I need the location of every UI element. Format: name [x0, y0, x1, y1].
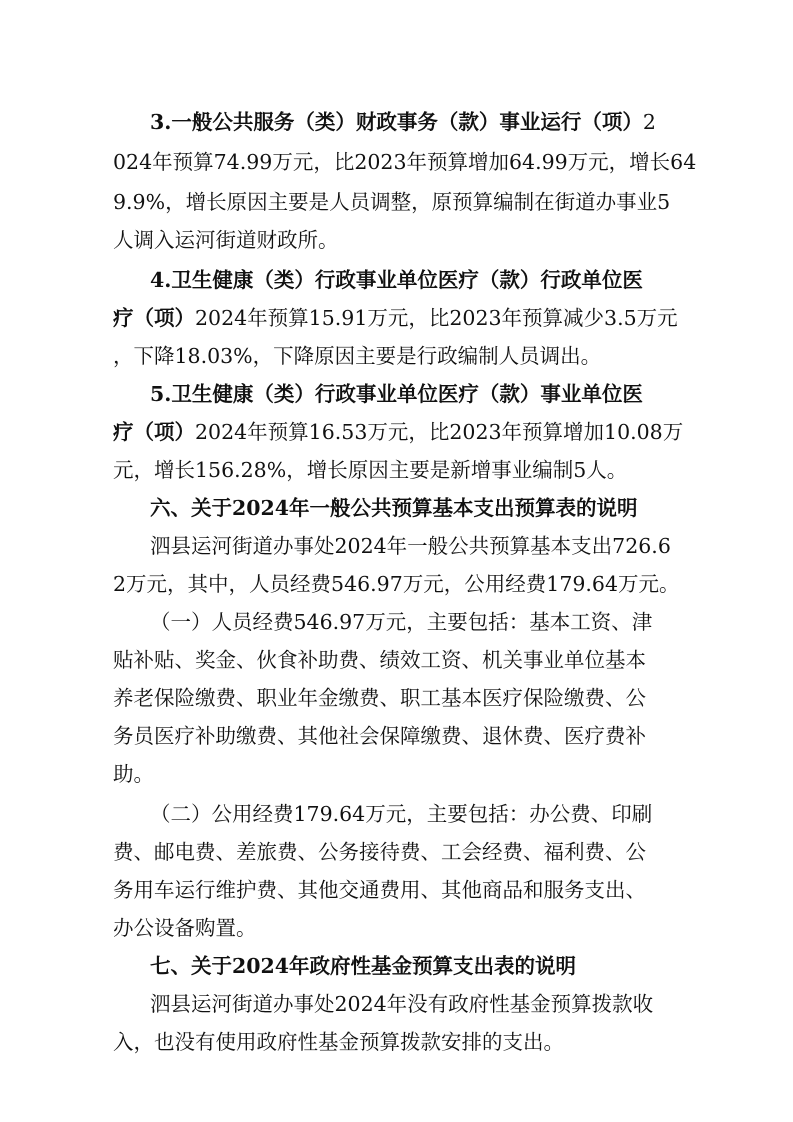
section-7-line-2: 入，也没有使用政府性基金预算拨款安排的支出。 [113, 1030, 564, 1054]
public-line-4: 办公设备购置。 [113, 916, 257, 940]
section-6-line-2: 2万元，其中，人员经费546.97万元，公用经费179.64万元。 [113, 572, 680, 596]
para-5-line-1 [150, 380, 643, 408]
personnel-line-5: 助。 [113, 762, 154, 786]
section-7-heading: 七、关于2024年政府性基金预算支出表的说明 [150, 954, 577, 978]
para-4-line-1 [150, 266, 643, 294]
para-3-line-1 [150, 108, 656, 136]
public-line-2: 费、邮电费、差旅费、公务接待费、工会经费、福利费、公 [113, 840, 646, 864]
para-3-heading: 3.一般公共服务（类）财政事务（款）事业运行（项） [150, 110, 643, 134]
para-3-line-3: 9.9%，增长原因主要是人员调整，原预算编制在街道办事业5 [113, 190, 671, 214]
para-5-line-2: 疗（项）2024年预算16.53万元，比2023年预算增加10.08万 [113, 420, 684, 444]
para-3-line-4: 人调入运河街道财政所。 [113, 228, 339, 252]
public-line-3: 务用车运行维护费、其他交通费用、其他商品和服务支出、 [113, 878, 646, 902]
section-6-heading: 六、关于2024年一般公共预算基本支出预算表的说明 [150, 496, 638, 520]
para-4-line-2: 疗（项）2024年预算15.91万元，比2023年预算减少3.5万元 [113, 306, 678, 330]
personnel-line-4: 务员医疗补助缴费、其他社会保障缴费、退休费、医疗费补 [113, 724, 646, 748]
personnel-line-3: 养老保险缴费、职业年金缴费、职工基本医疗保险缴费、公 [113, 686, 646, 710]
para-5-line-3: 元，增长156.28%，增长原因主要是新增事业编制5人。 [113, 458, 628, 482]
para-4-line-3: ，下降18.03%，下降原因主要是行政编制人员调出。 [113, 344, 602, 368]
section-7-line-1: 泗县运河街道办事处2024年没有政府性基金预算拨款收 [150, 992, 654, 1016]
para-3-line-2: 024年预算74.99万元，比2023年预算增加64.99万元，增长64 [113, 150, 697, 174]
para-5-heading: 5.卫生健康（类）行政事业单位医疗（款）事业单位医 [150, 382, 643, 406]
personnel-line-1: （一）人员经费546.97万元，主要包括：基本工资、津 [150, 610, 653, 634]
para-3-text: 2 [642, 110, 656, 134]
public-line-1: （二）公用经费179.64万元，主要包括：办公费、印刷 [150, 802, 653, 826]
personnel-line-2: 贴补贴、奖金、伙食补助费、绩效工资、机关事业单位基本 [113, 648, 646, 672]
para-4-heading: 4.卫生健康（类）行政事业单位医疗（款）行政单位医 [150, 268, 643, 292]
section-6-line-1: 泗县运河街道办事处2024年一般公共预算基本支出726.6 [150, 534, 671, 558]
